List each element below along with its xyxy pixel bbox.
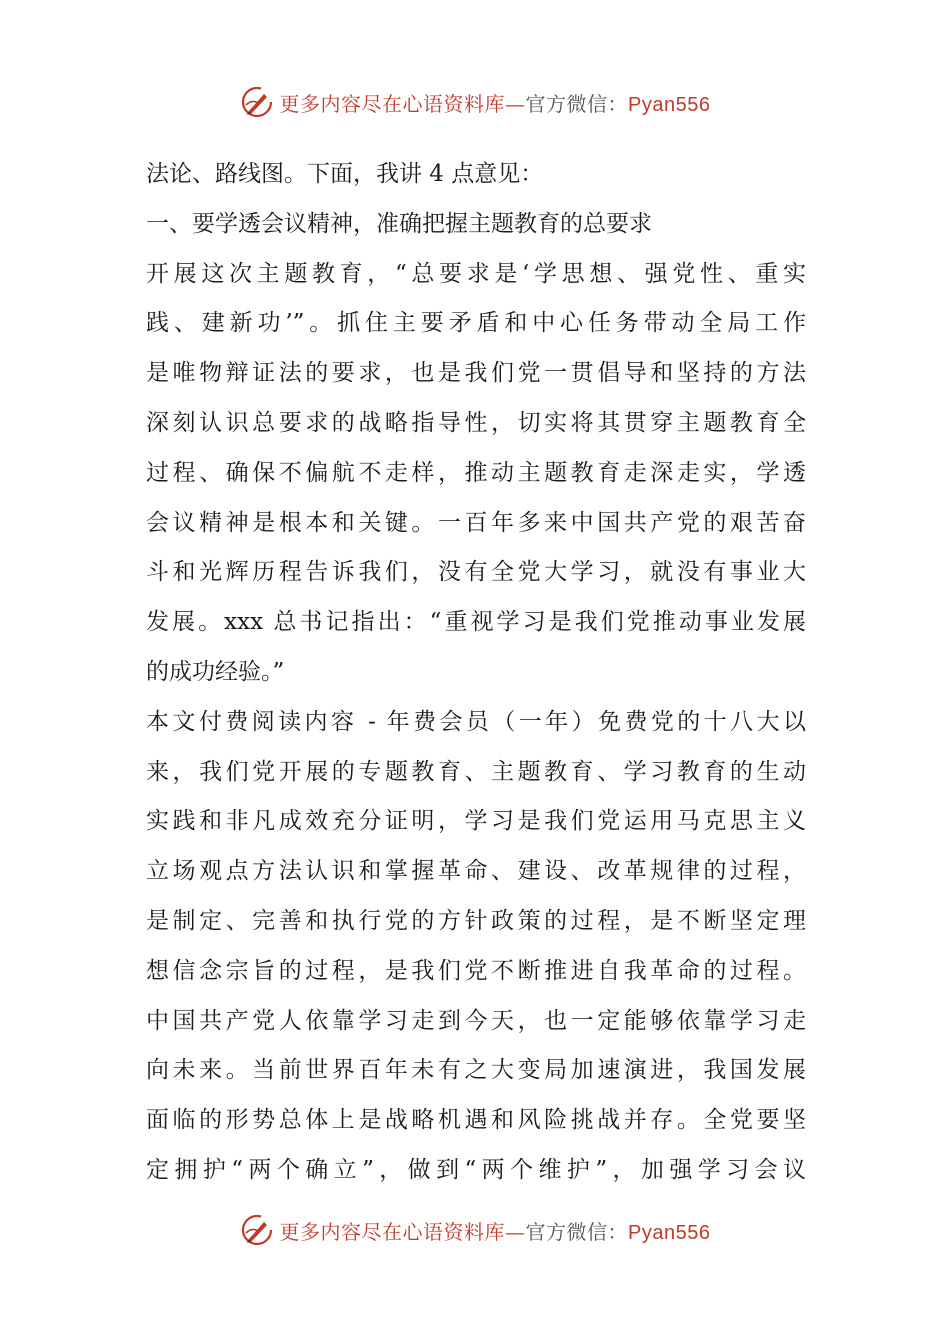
text-line: 立场观点方法认识和掌握革命、建设、改革规律的过程， bbox=[146, 858, 806, 885]
watermark-dash: — bbox=[505, 1219, 526, 1244]
text-line: 法论、路线图。下面，我讲 4 点意见： bbox=[146, 161, 544, 187]
watermark-wechat-id: Pyan556 bbox=[628, 93, 711, 116]
text-line: 定拥护“两个确立”，做到“两个维护”，加强学习会议 bbox=[146, 1156, 806, 1183]
watermark-site-text: 更多内容尽在心语资料库 bbox=[279, 91, 506, 116]
text-line: 是唯物辩证法的要求，也是我们党一贯倡导和坚持的方法 bbox=[146, 360, 806, 387]
text-line: 过程、确保不偏航不走样，推动主题教育走深走实，学透 bbox=[146, 459, 806, 486]
text-line: 会议精神是根本和关键。一百年多来中国共产党的艰苦奋 bbox=[146, 509, 806, 536]
header-watermark bbox=[0, 82, 950, 122]
text-line: 想信念宗旨的过程，是我们党不断推进自我革命的过程。 bbox=[146, 957, 806, 984]
text-line: 发展。xxx 总书记指出：“重视学习是我们党推动事业发展 bbox=[146, 609, 806, 636]
watermark-text bbox=[280, 1216, 711, 1245]
pen-swirl-logo-icon bbox=[240, 85, 274, 119]
watermark-dash: — bbox=[505, 91, 526, 116]
document-body bbox=[146, 150, 806, 1196]
text-line: 面临的形势总体上是战略机遇和风险挑战并存。全党要坚 bbox=[146, 1107, 806, 1134]
watermark-site-text: 更多内容尽在心语资料库 bbox=[279, 1219, 506, 1244]
footer-watermark bbox=[0, 1210, 950, 1250]
text-line: 来，我们党开展的专题教育、主题教育、学习教育的生动 bbox=[146, 758, 806, 785]
text-line: 的成功经验。” bbox=[146, 658, 285, 685]
text-line: 开展这次主题教育，“总要求是‘学思想、强党性、重实 bbox=[146, 260, 806, 287]
text-line: 向未来。当前世界百年未有之大变局加速演进，我国发展 bbox=[146, 1057, 806, 1084]
section-heading: 一、要学透会议精神，准确把握主题教育的总要求 bbox=[146, 210, 652, 237]
text-line: 本文付费阅读内容 - 年费会员（一年）免费党的十八大以 bbox=[146, 708, 806, 735]
text-line: 是制定、完善和执行党的方针政策的过程，是不断坚定理 bbox=[146, 907, 806, 934]
text-line: 践、建新功’”。抓住主要矛盾和中心任务带动全局工作 bbox=[146, 310, 806, 337]
watermark-wechat-id: Pyan556 bbox=[628, 1221, 711, 1244]
text-line: 斗和光辉历程告诉我们，没有全党大学习，就没有事业大 bbox=[146, 559, 806, 586]
pen-swirl-logo-icon bbox=[240, 1213, 274, 1247]
text-line: 实践和非凡成效充分证明，学习是我们党运用马克思主义 bbox=[146, 808, 806, 835]
watermark-text bbox=[280, 88, 711, 117]
text-line: 中国共产党人依靠学习走到今天，也一定能够依靠学习走 bbox=[146, 1007, 806, 1034]
watermark-wechat-label: 官方微信： bbox=[525, 91, 629, 116]
watermark-wechat-label: 官方微信： bbox=[525, 1219, 629, 1244]
text-line: 深刻认识总要求的战略指导性，切实将其贯穿主题教育全 bbox=[146, 409, 806, 436]
